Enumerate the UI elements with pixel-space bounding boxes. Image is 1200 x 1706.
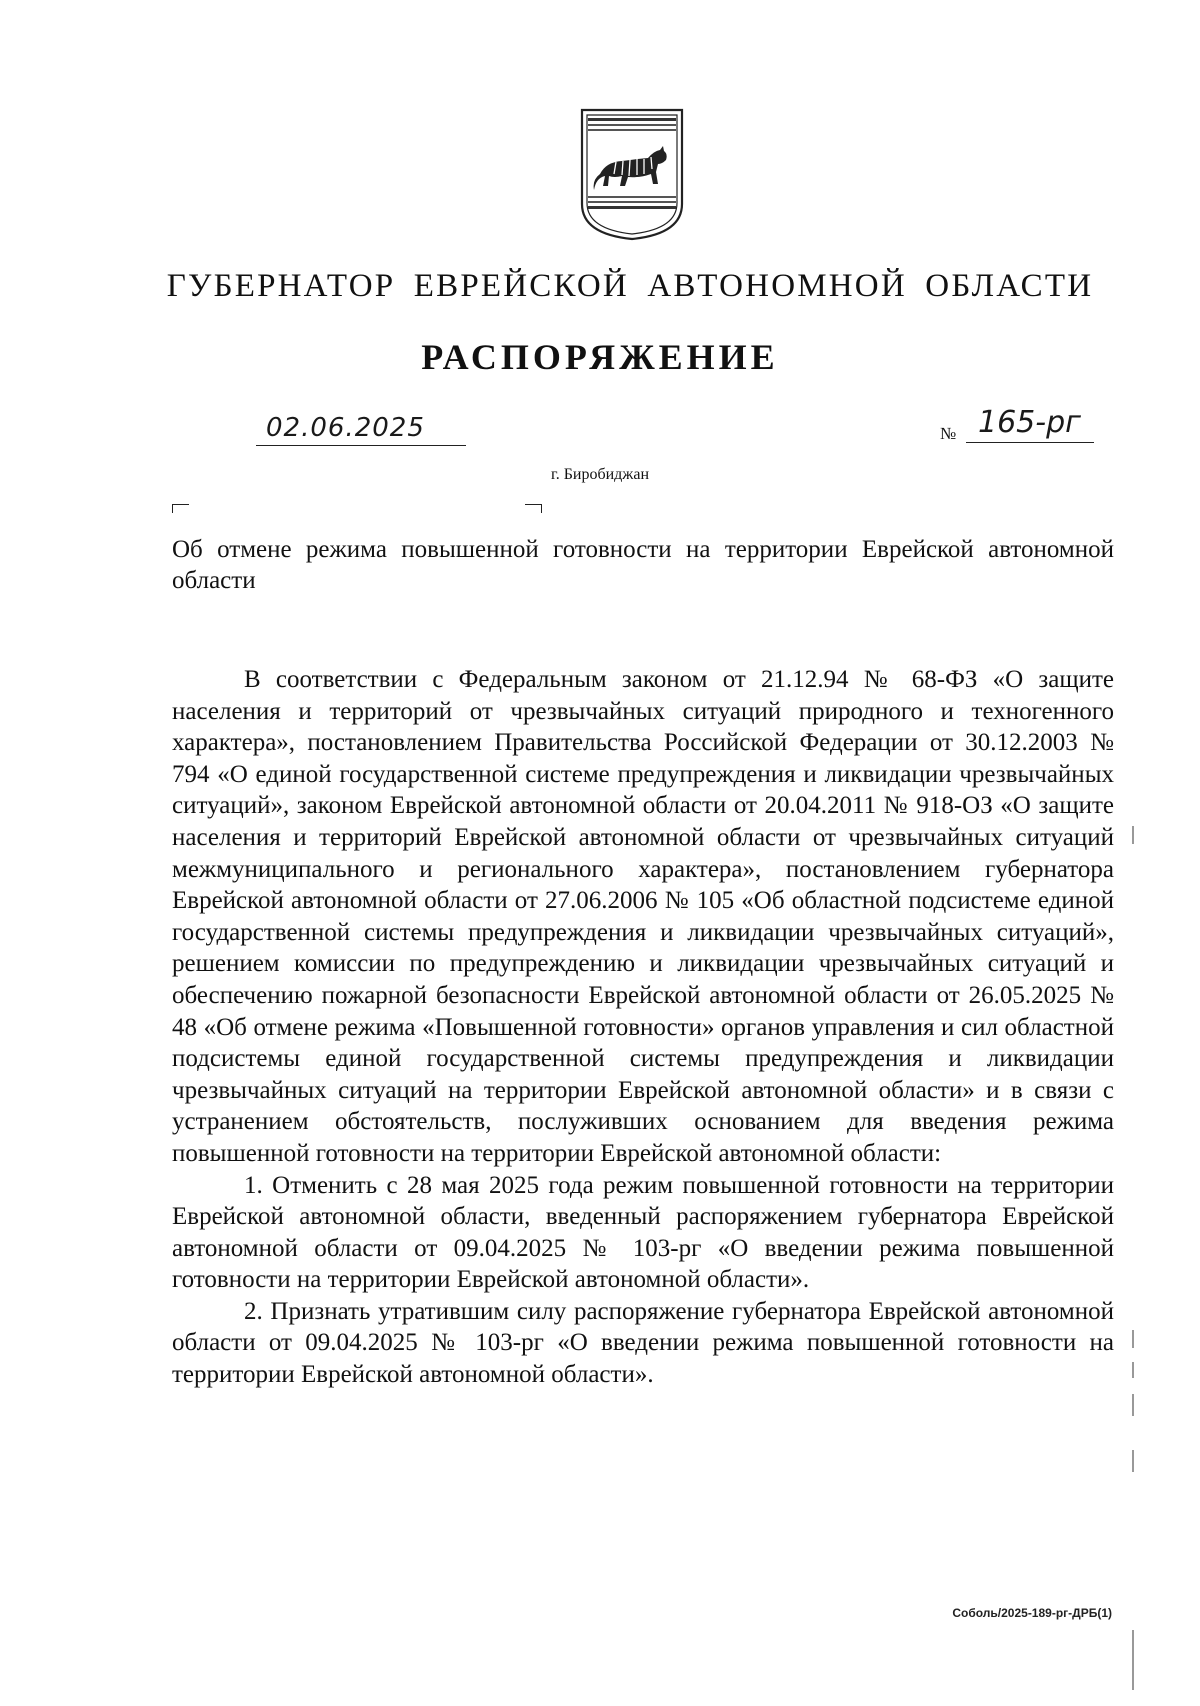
scan-margin-mark bbox=[1132, 1630, 1134, 1690]
item-paragraph-2: 2. Признать утратившим силу распоряжение губернатора Еврейской автономной области от 09.04.2025 № 103-рг «О введении режима повышенной готовности на территории Еврейской автономной области». bbox=[172, 1297, 1114, 1389]
preamble-paragraph: В соответствии с Федеральным законом от 21.12.94 № 68-ФЗ «О защите населения и территорий от чрезвычайных ситуаций природного и техногенного характера», постановлением Правительства Российской Федерации от 30.12.2003 № 794 «О единой государственной системе предупреждения и ликвидации чрезвычайных ситуаций», законом Еврейской автономной области от 20.04.2011 № 918-ОЗ «О защите населения и территорий Еврейской автономной области от чрезвычайных ситуаций межмуниципального и регионального характера», постановлением губернатора Еврейской автономной области от 27.06.2006 № 105 «Об областной подсистеме единой государственной системы предупреждения и ликвидации чрезвычайных ситуаций», решением комиссии по предупреждению и ликвидации чрезвычайных ситуаций и обеспечению пожарной безопасности Еврейской автономной области от 26.05.2025 № 48 «Об отмене режима «Повышенной готовности» органов управления и сил областной подсистемы единой государственной системы предупреждения и ликвидации чрезвычайных ситуаций на территории Еврейской автономной области» и в связи с устранением обстоятельств, послуживших основанием для введения режима повышенной готовности на территории Еврейской автономной области: bbox=[172, 666, 1114, 1167]
subject-corner-right bbox=[525, 504, 542, 513]
document-subject: Об отмене режима повышенной готовности на территории Еврейской автономной области bbox=[172, 536, 1114, 594]
subject-corner-left bbox=[172, 504, 189, 513]
item-paragraph-1: 1. Отменить с 28 мая 2025 года режим повышенной готовности на территории Еврейской автономной области, введенный распоряжением губернатора Еврейской автономной области от 09.04.2025 № 103-рг «О введении режима повышенной готовности на территории Еврейской автономной области». bbox=[172, 1171, 1114, 1294]
scan-margin-mark bbox=[1132, 826, 1134, 844]
handwritten-date: 02.06.2025 bbox=[266, 413, 425, 443]
city: г. Биробиджан bbox=[550, 466, 650, 483]
scan-margin-mark bbox=[1132, 1394, 1134, 1416]
scan-margin-mark bbox=[1132, 1450, 1134, 1472]
document-body bbox=[172, 664, 1114, 1391]
coat-of-arms-icon bbox=[578, 106, 686, 242]
scan-margin-mark bbox=[1132, 1330, 1134, 1348]
document-type: РАСПОРЯЖЕНИЕ bbox=[421, 337, 779, 377]
date-field bbox=[256, 405, 466, 446]
number-field bbox=[966, 400, 1094, 443]
handwritten-number: 165-рг bbox=[978, 405, 1081, 440]
scan-margin-mark bbox=[1132, 1362, 1134, 1378]
issuer-title: ГУБЕРНАТОР ЕВРЕЙСКОЙ АВТОНОМНОЙ ОБЛАСТИ bbox=[166, 268, 1094, 304]
number-sign: № bbox=[940, 424, 957, 443]
footer-code: Соболь/2025-189-рг-ДРБ(1) bbox=[952, 1606, 1112, 1620]
